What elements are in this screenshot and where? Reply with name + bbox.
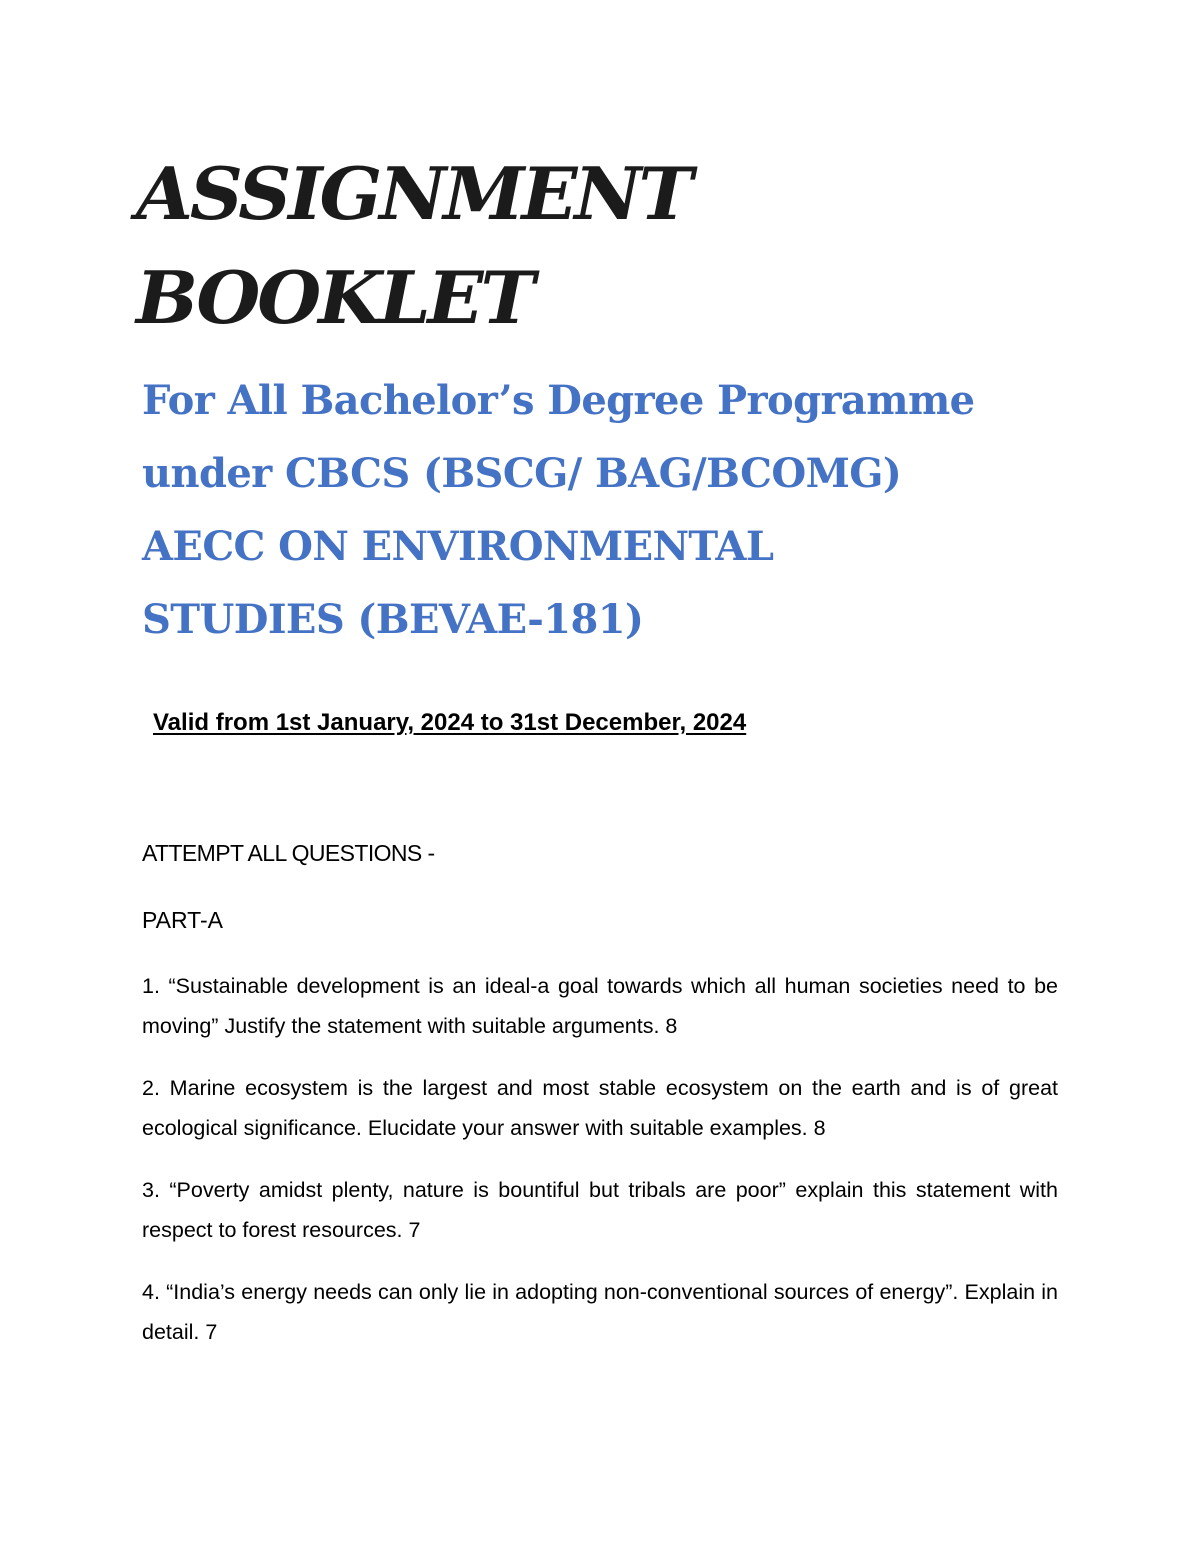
- question-3-marks: 7: [408, 1217, 421, 1242]
- programme-subtitle: [142, 364, 1072, 656]
- question-2: [142, 1069, 1058, 1148]
- question-1: [142, 967, 1058, 1046]
- validity-period: Valid from 1st January, 2024 to 31st December, 2024: [153, 709, 747, 736]
- question-4: [142, 1273, 1058, 1352]
- title-line-1: ASSIGNMENT: [136, 151, 691, 236]
- question-2-marks: 8: [813, 1115, 826, 1140]
- question-4-marks: 7: [205, 1319, 218, 1344]
- question-1-text: 1. “Sustainable development is an ideal-a goal towards which all human societies need to be moving” Justify the statement with suitable arguments.: [142, 974, 1058, 1038]
- subtitle-line-4: STUDIES (BEVAE-181): [142, 596, 644, 643]
- subtitle-line-1: For All Bachelor’s Degree Programme: [142, 377, 975, 424]
- question-3: [142, 1171, 1058, 1250]
- instruction-heading: ATTEMPT ALL QUESTIONS -: [142, 840, 435, 866]
- question-3-text: 3. “Poverty amidst plenty, nature is bountiful but tribals are poor” explain this statement with respect to forest resources.: [142, 1178, 1058, 1242]
- subtitle-line-3: AECC ON ENVIRONMENTAL: [142, 523, 774, 570]
- question-list: [142, 967, 1058, 1375]
- question-4-text: 4. “India’s energy needs can only lie in adopting non-conventional sources of energy”. Explain in detail.: [142, 1280, 1058, 1344]
- question-2-text: 2. Marine ecosystem is the largest and most stable ecosystem on the earth and is of great ecological significance. Elucidate your answer with suitable examples.: [142, 1076, 1058, 1140]
- title-line-2: BOOKLET: [136, 255, 533, 340]
- booklet-title: [136, 142, 1054, 350]
- part-label: PART-A: [142, 907, 223, 933]
- question-1-marks: 8: [665, 1013, 678, 1038]
- subtitle-line-2: under CBCS (BSCG/ BAG/BCOMG): [142, 450, 902, 497]
